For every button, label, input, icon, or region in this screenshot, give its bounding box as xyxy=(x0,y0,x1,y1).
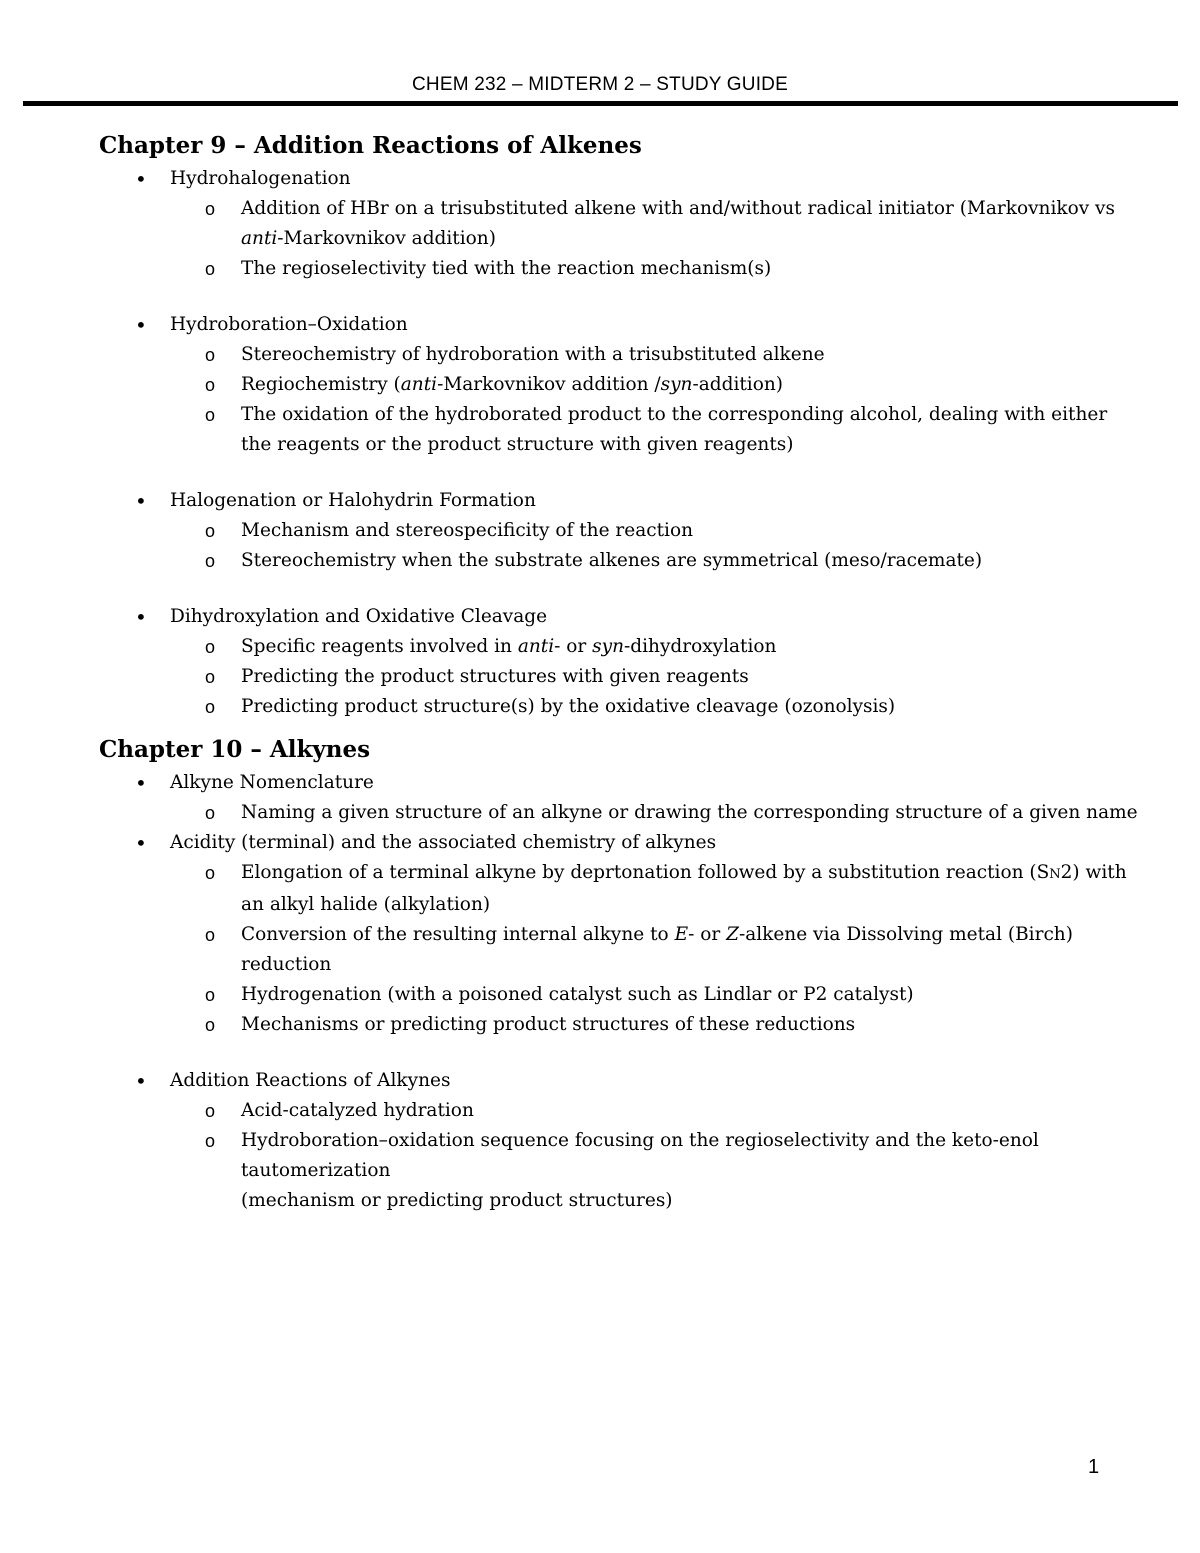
topic-label: Acidity (terminal) and the associated chemistry of alkynes xyxy=(170,832,717,853)
page-header-title: CHEM 232 – MIDTERM 2 – STUDY GUIDE xyxy=(412,74,788,95)
sub-item: o The oxidation of the hydroborated product to the corresponding alcohol, dealing with either the reagents or the product structure with given reagents) xyxy=(170,400,1139,460)
bullet-icon: • xyxy=(135,1069,147,1093)
bullet-icon: • xyxy=(135,605,147,629)
circle-bullet-icon: o xyxy=(205,551,216,571)
topic-label: Halogenation or Halohydrin Formation xyxy=(170,490,536,511)
chapter-10-topics xyxy=(99,768,1139,1216)
circle-bullet-icon: o xyxy=(205,637,216,657)
circle-bullet-icon: o xyxy=(205,667,216,687)
page-number: 1 xyxy=(1088,1456,1100,1478)
chapter-10-title: Chapter 10 – Alkynes xyxy=(99,736,371,763)
sub-item: o Mechanisms or predicting product structures of these reductions xyxy=(170,1010,1139,1040)
sub-item: o Addition of HBr on a trisubstituted alkene with and/without radical initiator (Markovnikov vs anti-Markovnikov addition) xyxy=(170,194,1139,254)
circle-bullet-icon: o xyxy=(205,521,216,541)
circle-bullet-icon: o xyxy=(205,405,216,425)
circle-bullet-icon: o xyxy=(205,1101,216,1121)
circle-bullet-icon: o xyxy=(205,925,216,945)
sub-item: o Hydroboration–oxidation sequence focusing on the regioselectivity and the keto-enol tautomerization (mechanism or predicting product structures) xyxy=(170,1126,1139,1216)
topic-alkyne-nomenclature xyxy=(99,768,1139,828)
topic-dihydroxylation xyxy=(99,602,1139,722)
page-content xyxy=(99,128,1139,1216)
sub-item: o Hydrogenation (with a poisoned catalyst such as Lindlar or P2 catalyst) xyxy=(170,980,1139,1010)
topic-acidity xyxy=(99,828,1139,1040)
sub-item: o Regiochemistry (anti-Markovnikov addition /syn-addition) xyxy=(170,370,1139,400)
circle-bullet-icon: o xyxy=(205,697,216,717)
topic-label: Dihydroxylation and Oxidative Cleavage xyxy=(170,606,548,627)
chapter-9-title: Chapter 9 – Addition Reactions of Alkenes xyxy=(99,132,642,159)
sub-item: o Naming a given structure of an alkyne or drawing the corresponding structure of a given name xyxy=(170,798,1139,828)
sub-item: o Acid-catalyzed hydration xyxy=(170,1096,1139,1126)
header-rule xyxy=(23,101,1178,106)
circle-bullet-icon: o xyxy=(205,259,216,279)
circle-bullet-icon: o xyxy=(205,199,216,219)
bullet-icon: • xyxy=(135,313,147,337)
sub-item: o Predicting the product structures with given reagents xyxy=(170,662,1139,692)
bullet-icon: • xyxy=(135,167,147,191)
circle-bullet-icon: o xyxy=(205,375,216,395)
circle-bullet-icon: o xyxy=(205,803,216,823)
topic-halogenation xyxy=(99,486,1139,576)
sub-item: o The regioselectivity tied with the reaction mechanism(s) xyxy=(170,254,1139,284)
circle-bullet-icon: o xyxy=(205,863,216,883)
topic-label: Addition Reactions of Alkynes xyxy=(170,1070,451,1091)
bullet-icon: • xyxy=(135,831,147,855)
topic-label: Hydroboration–Oxidation xyxy=(170,314,408,335)
sub-item: o Conversion of the resulting internal alkyne to E- or Z-alkene via Dissolving metal (Birch) reduction xyxy=(170,920,1139,980)
chapter-9-topics xyxy=(99,164,1139,722)
sub-item: o Stereochemistry when the substrate alkenes are symmetrical (meso/racemate) xyxy=(170,546,1139,576)
circle-bullet-icon: o xyxy=(205,1015,216,1035)
bullet-icon: • xyxy=(135,489,147,513)
circle-bullet-icon: o xyxy=(205,1131,216,1151)
circle-bullet-icon: o xyxy=(205,985,216,1005)
circle-bullet-icon: o xyxy=(205,345,216,365)
topic-hydroboration-oxidation xyxy=(99,310,1139,460)
topic-label: Alkyne Nomenclature xyxy=(170,772,374,793)
topic-addition-alkynes xyxy=(99,1066,1139,1216)
topic-label: Hydrohalogenation xyxy=(170,168,351,189)
sub-item: o Stereochemistry of hydroboration with a trisubstituted alkene xyxy=(170,340,1139,370)
sub-item: o Predicting product structure(s) by the oxidative cleavage (ozonolysis) xyxy=(170,692,1139,722)
sub-item: o Elongation of a terminal alkyne by deprtonation followed by a substitution reaction (SN2) with an alkyl halide (alkylation) xyxy=(170,858,1139,920)
sub-item: o Mechanism and stereospecificity of the reaction xyxy=(170,516,1139,546)
bullet-icon: • xyxy=(135,771,147,795)
sub-item: o Specific reagents involved in anti- or syn-dihydroxylation xyxy=(170,632,1139,662)
topic-hydrohalogenation xyxy=(99,164,1139,284)
